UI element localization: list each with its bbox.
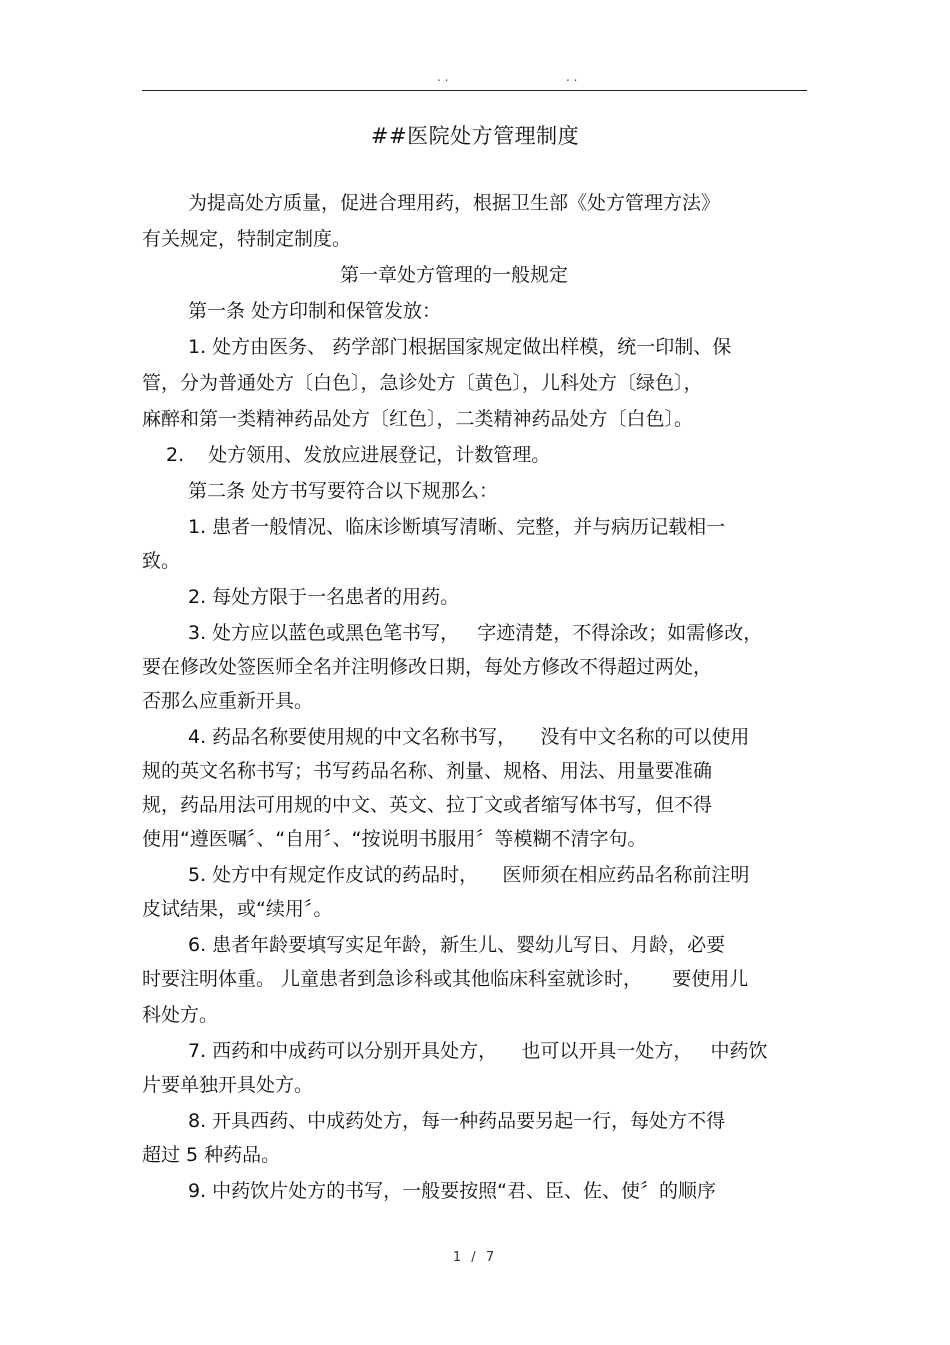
article-heading: 第二条 处方书写要符合以下规那么： xyxy=(188,480,499,502)
text-line: 使用“遵医嘱〞、“自用〞、“按说明书服用〞等模糊不清字句。 xyxy=(142,828,647,850)
text-line: 1. 患者一般情况、临床诊断填写清晰、完整，并与病历记载相一 xyxy=(188,516,726,538)
text-line: 规，药品用法可用规的中文、英文、拉丁文或者缩写体书写，但不得 xyxy=(142,794,713,816)
text-line: 4. 药品名称要使用规的中文名称书写， 没有中文名称的可以使用 xyxy=(188,726,750,748)
text-line: 6. 患者年龄要填写实足年龄，新生儿、婴幼儿写日、月龄，必要 xyxy=(188,934,726,956)
chapter-heading: 第一章处方管理的一般规定 xyxy=(340,264,569,286)
text-line: 5. 处方中有规定作皮试的药品时， 医师须在相应药品名称前注明 xyxy=(188,864,750,886)
text-line: 麻醉和第一类精神药品处方〔红色〕，二类精神药品处方〔白色〕。 xyxy=(142,408,694,430)
text-line: 9. 中药饮片处方的书写，一般要按照“君、臣、佐、使〞的顺序 xyxy=(188,1180,717,1202)
text-line: 2. 每处方限于一名患者的用药。 xyxy=(188,586,460,608)
text-line: 管，分为普通处方〔白色〕，急诊处方〔黄色〕，儿科处方〔绿色〕， xyxy=(142,372,703,394)
article-heading: 第一条 处方印制和保管发放： xyxy=(188,300,442,322)
document-title: ##医院处方管理制度 xyxy=(370,124,580,148)
text-line: 时要注明体重。 儿童患者到急诊科或其他临床科室就诊时， 要使用儿 xyxy=(142,968,749,990)
text-line: 皮试结果，或“续用〞。 xyxy=(142,898,333,920)
text-line: 7. 西药和中成药可以分别开具处方， 也可以开具一处方， 中药饮 xyxy=(188,1040,768,1062)
text-line: 规的英文名称书写；书写药品名称、剂量、规格、用法、用量要准确 xyxy=(142,760,713,782)
header-dots xyxy=(0,70,950,84)
page-number: 1 / 7 xyxy=(452,1250,498,1265)
text-line: 否那么应重新开具。 xyxy=(142,690,314,712)
text-line: 为提高处方质量，促进合理用药，根据卫生部《处方管理方法》 xyxy=(188,192,721,214)
text-line: 片要单独开具处方。 xyxy=(142,1074,314,1096)
text-line: 8. 开具西药、中成药处方，每一种药品要另起一行，每处方不得 xyxy=(188,1110,726,1132)
text-line: 超过 5 种药品。 xyxy=(142,1144,281,1166)
header-rule xyxy=(142,90,807,91)
text-line: 1. 处方由医务、 药学部门根据国家规定做出样模，统一印制、保 xyxy=(188,336,732,358)
text-line: 科处方。 xyxy=(142,1004,219,1026)
text-line: 致。 xyxy=(142,550,181,572)
text-line: 有关规定，特制定制度。 xyxy=(142,228,352,250)
text-line: 要在修改处签医师全名并注明修改日期，每处方修改不得超过两处， xyxy=(142,656,713,678)
text-line: 2. 处方领用、发放应进展登记，计数管理。 xyxy=(166,444,551,466)
text-line: 3. 处方应以蓝色或黑色笔书写， 字迹清楚，不得涂改；如需修改， xyxy=(188,622,763,644)
header-dots-right: . . xyxy=(566,70,578,84)
header-dots-left: . . xyxy=(437,70,449,84)
